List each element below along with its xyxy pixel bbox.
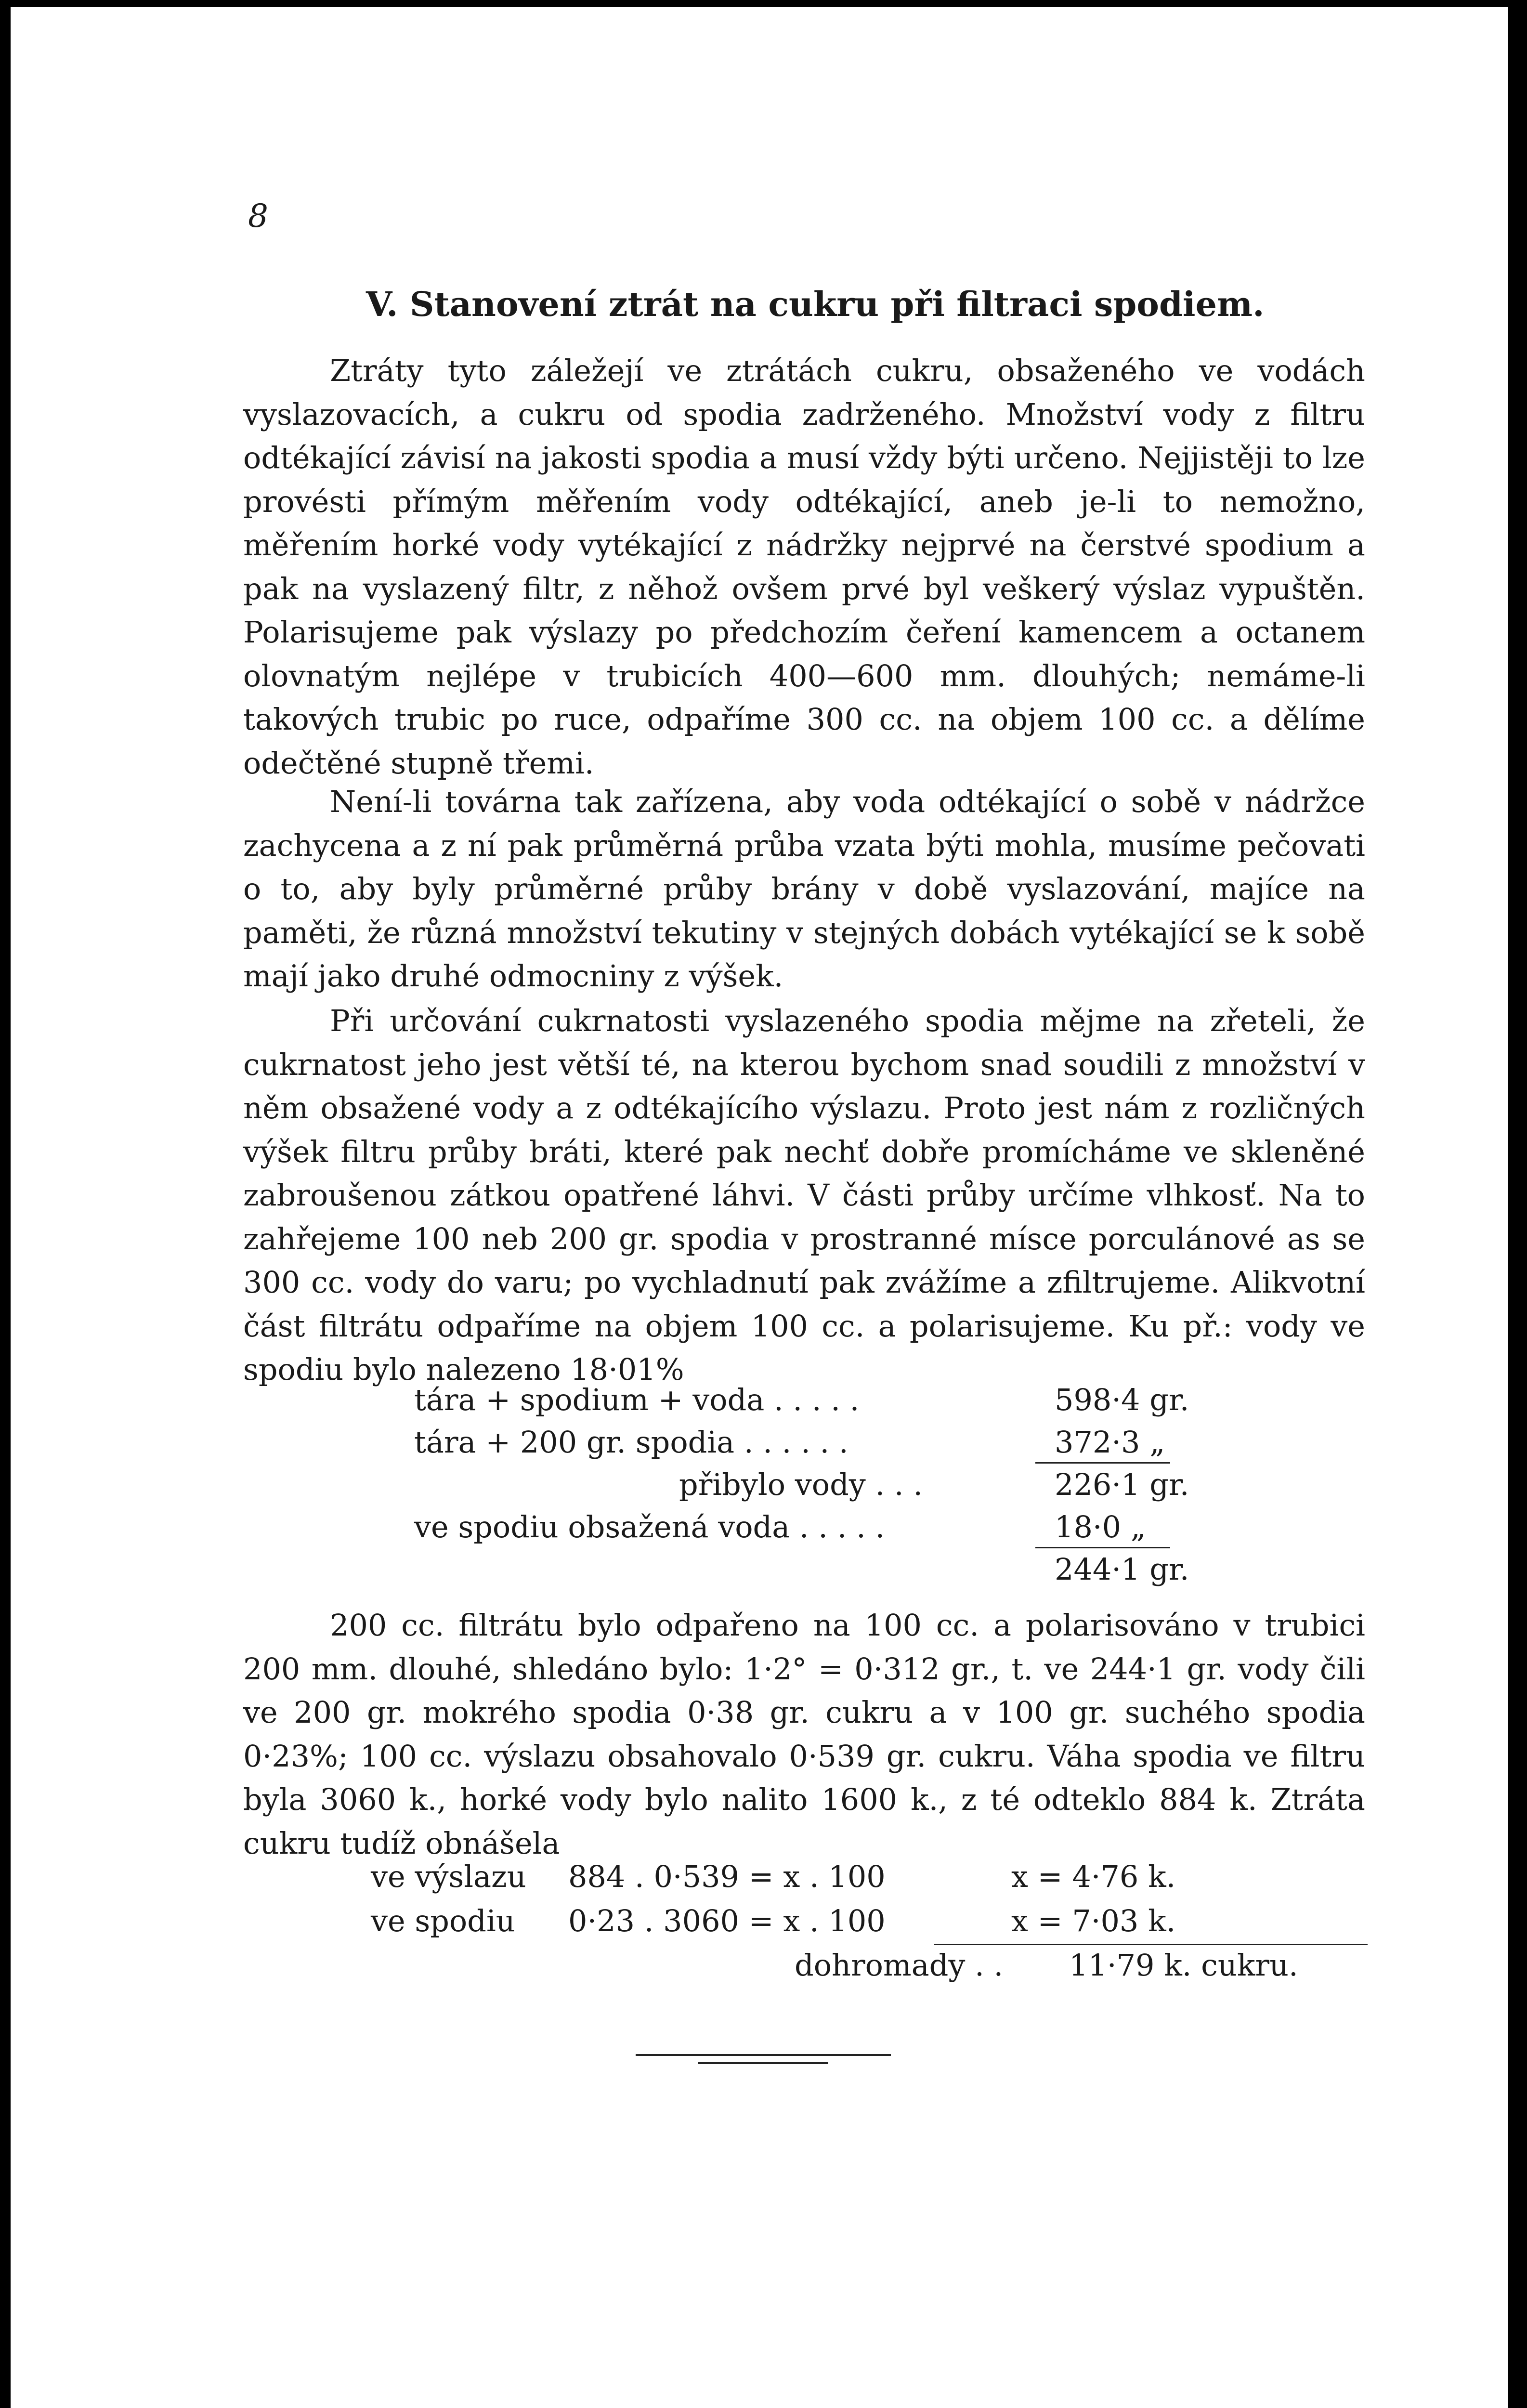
- calc-result: x = 7·03 k.: [1011, 1903, 1176, 1938]
- calc-row: [371, 1903, 1372, 1948]
- calc-result: 11·79 k. cukru.: [1069, 1948, 1298, 1983]
- calc-expression: 0·23 . 3060 = x . 100: [568, 1903, 886, 1938]
- calc-label: ve výslazu: [371, 1859, 526, 1894]
- calc-value: 226·1 gr.: [1055, 1467, 1189, 1502]
- calc-value: 18·0 „: [1055, 1509, 1146, 1544]
- calc-row: [414, 1467, 1291, 1509]
- paragraph: Při určování cukrnatosti vyslazeného spodia mějme na zřeteli, že cukrnatost jeho jest větší té, na kterou bychom snad soudili z množství v něm obsažené vody a z odtékajícího výslazu. Proto jest nám z rozličných výšek filtru průby bráti, které pak nechť dobře promícháme ve skleněné zabroušenou zátkou opatřené láhvi. V části průby určíme vlhkosť. Na to zahřejeme 100 neb 200 gr. spodia v prostranné míscе porculánové as se 300 cc. vody do varu; po vychladnutí pak zvážíme a zfiltrujeme. Alikvotní část filtrátu odpaříme na objem 100 cc. a polarisujeme. Ku př.: vody ve spodiu bylo nalezeno 18·01%: [243, 1003, 1365, 1387]
- paragraph-block-4: [243, 1604, 1365, 1865]
- paragraph: 200 cc. filtrátu bylo odpařeno na 100 cc. a polarisováno v trubici 200 mm. dlouhé, shledáno bylo: 1·2° = 0·312 gr., t. ve 244·1 gr. vody čili ve 200 gr. mokrého spodia 0·38 gr. cukru a v 100 gr. suchého spodia 0·23%; 100 cc. výslazu obsahovalo 0·539 gr. cukru. Váha spodia ve filtru byla 3060 k., horké vody bylo nalito 1600 k., z té odteklo 884 k. Ztráta cukru tudíž obnášela: [243, 1608, 1365, 1861]
- calc-expression: 884 . 0·539 = x . 100: [568, 1859, 886, 1894]
- calc-label: tára + spodium + voda . . . . .: [414, 1382, 860, 1417]
- calc-row: [414, 1552, 1291, 1594]
- paragraph: Ztráty tyto záležejí ve ztrátách cukru, obsaženého ve vodách vyslazovacích, a cukru od spodia zadrženého. Množství vody z filtru odtékající závisí na jakosti spodia a musí vždy býti určeno. Nejjistěji to lze provésti přímým měřením vody odtékající, aneb je-li to nemožno, měřením horké vody vytékající z nádržky nejprvé na čerstvé spodium a pak na vyslazený filtr, z něhož ovšem prvé byl veškerý výslaz vypuštěn. Polarisujeme pak výslazy po předchozím čeření kamencem a octanem olovnatým nejlépe v trubicích 400—600 mm. dlouhých; nemáme-li takových trubic po ruce, odpaříme 300 cc. na objem 100 cc. a dělíme odečtěné stupně třemi.: [243, 353, 1365, 781]
- calc-value: 372·3 „: [1055, 1425, 1165, 1460]
- end-rule: [636, 2054, 891, 2056]
- calc-row: [414, 1382, 1291, 1425]
- page-number: 8: [248, 197, 268, 235]
- paragraph-block-2: [243, 780, 1365, 998]
- scan-border-top: [0, 0, 1527, 7]
- paragraph: Není-li továrna tak zařízena, aby voda odtékající o sobě v nádržce zachycena a z ní pak průměrná průba vzata býti mohla, musíme pečovati o to, aby byly průměrné průby brány v době vyslazování, majíce na paměti, že různá množství tekutiny v stejných dobách vytékající se k sobě mají jako druhé odmocniny z výšek.: [243, 784, 1365, 994]
- calc-row: [371, 1859, 1372, 1903]
- calc-row: [414, 1509, 1291, 1552]
- calc-label: tára + 200 gr. spodia . . . . . .: [414, 1425, 848, 1460]
- calc-row: [371, 1948, 1372, 1992]
- calc-row: [414, 1425, 1291, 1467]
- section-heading: V. Stanovení ztrát na cukru při filtraci spodiem.: [366, 284, 1265, 324]
- sum-rule: [934, 1944, 1368, 1945]
- calc-value: 598·4 gr.: [1055, 1382, 1189, 1417]
- calc-label: přibylo vody . . .: [679, 1467, 923, 1502]
- paragraph-block-3: [243, 999, 1365, 1392]
- calc-label: ve spodiu: [371, 1903, 515, 1938]
- calc-total: 244·1 gr.: [1055, 1552, 1189, 1587]
- paragraph-block-1: [243, 349, 1365, 785]
- calc-label: ve spodiu obsažená voda . . . . .: [414, 1509, 885, 1544]
- scan-border-right: [1508, 0, 1527, 2408]
- calc-result: x = 4·76 k.: [1011, 1859, 1176, 1894]
- moisture-calculation: [414, 1382, 1291, 1594]
- calc-label: dohromady . .: [795, 1948, 1004, 1983]
- sugar-loss-calculation: [371, 1859, 1372, 1992]
- sum-rule: [1035, 1462, 1170, 1464]
- scan-border-left: [0, 0, 11, 2408]
- sum-rule: [1035, 1547, 1170, 1548]
- end-rule: [698, 2062, 828, 2064]
